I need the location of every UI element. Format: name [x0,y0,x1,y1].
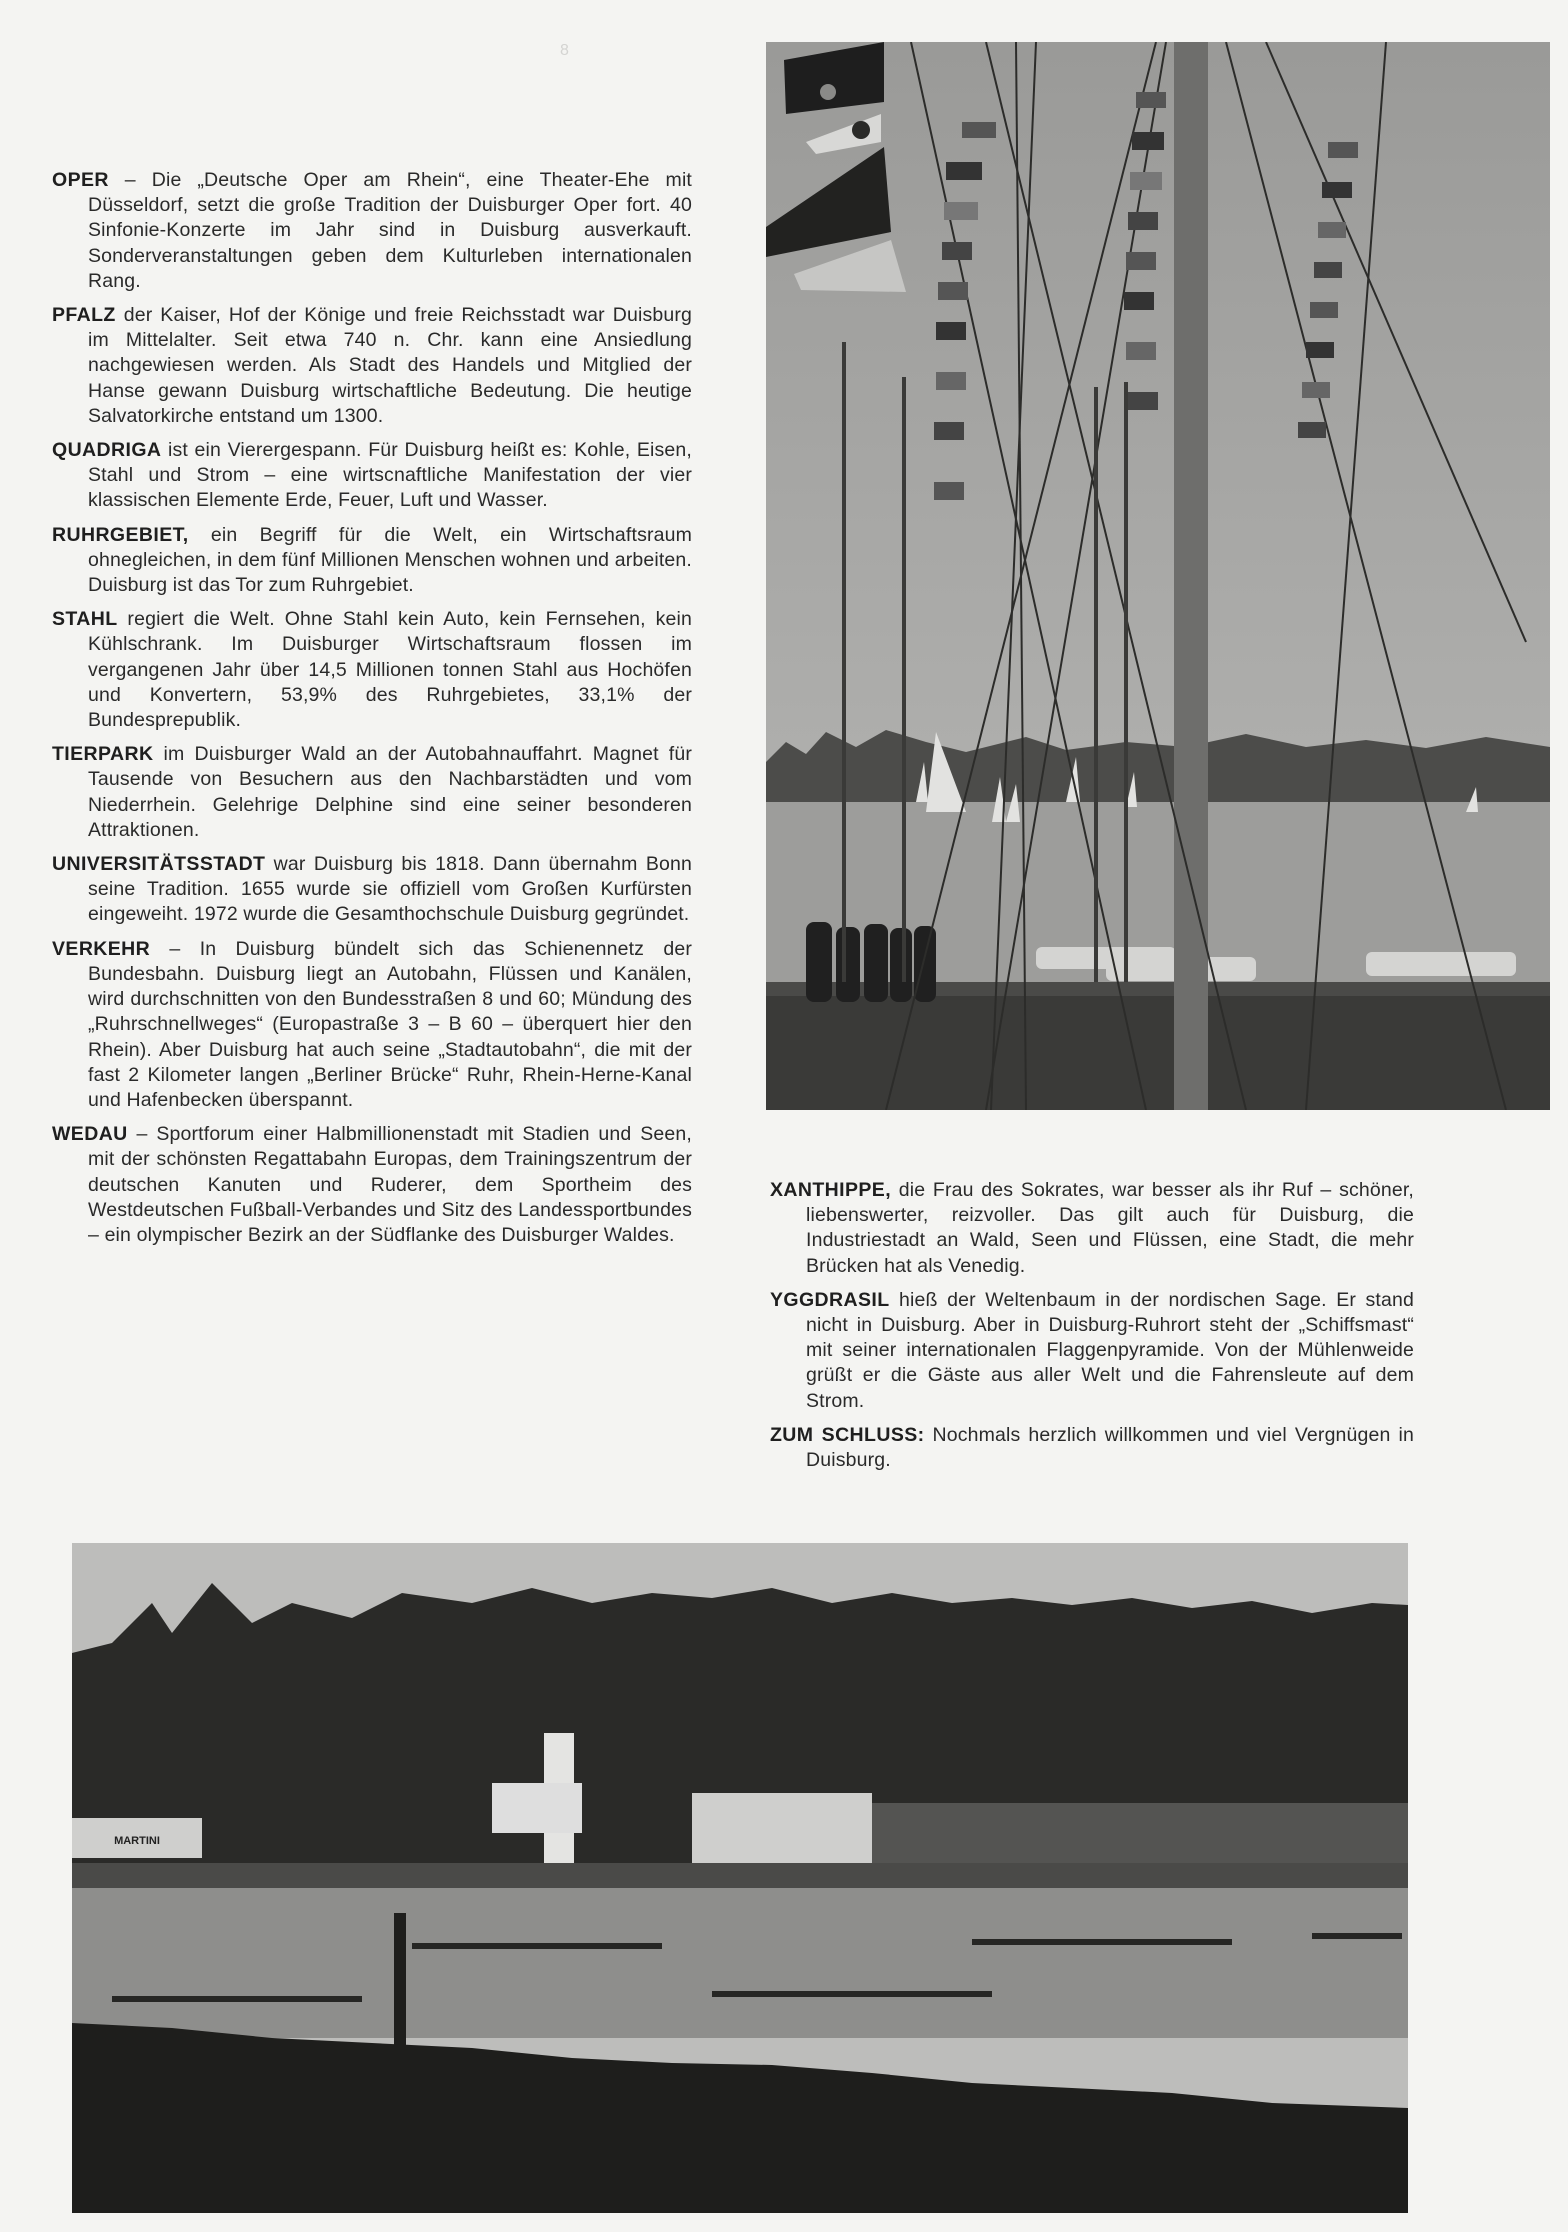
page-number: 8 [560,42,569,59]
flag-emblem [820,84,836,100]
entry-ruhrgebiet [52,523,692,599]
entry-text: ist ein Vierergespann. Für Duisburg heißt es: Kohle, Eisen, Stahl und Strom – eine wirtscnaftliche Manifestation der vier klassischen Elemente Erde, Feuer, Luft und Wasser. [88,439,692,512]
entry-tierpark [52,742,692,843]
entry-text: war Duisburg bis 1818. Dann übernahm Bonn seine Tradition. 1655 wurde sie offiziell vom Großen Kurfürsten eingeweiht. 1972 wurde die Gesamthochschule Duisburg gegründet. [88,853,692,926]
entry-term: VERKEHR [52,937,151,960]
entry-pfalz [52,303,692,429]
entry-term: UNIVERSITÄTSSTADT [52,853,266,876]
entry-stahl [52,607,692,733]
entry-text: – In Duisburg bündelt sich das Schienennetz der Bundesbahn. Duisburg liegt an Autobahn, Flüssen und Kanälen, wird durchschnitten von den Bundesstraßen 8 und 60; Mündung des „Ruhrschnellweges“ (Europastraße 3 – B 60 – überquert hier den Rhein). Aber Duisburg hat auch seine „Stadtautobahn“, die mit der fast 2 Kilometer langen „Berliner Brücke“ Ruhr, Rhein-Herne-Kanal und Hafenbecken überspannt. [88,937,692,1111]
entry-text: – Die „Deutsche Oper am Rhein“, eine Theater-Ehe mit Düsseldorf, setzt die große Tradition der Duisburger Oper fort. 40 Sinfonie-Konzerte im Jahr sind in Duisburg ausverkauft. Sonderveranstaltungen geben dem Kulturleben internationalen Rang. [88,169,692,292]
rowing-eight [1312,1933,1402,1939]
entry-verkehr [52,937,692,1113]
martini-sign-text: MARTINI [114,1835,160,1847]
entry-zum-schluss [770,1423,1414,1473]
judge-house [492,1783,582,1833]
entry-wedau [52,1122,692,1248]
regatta-photo [72,1543,1408,2213]
rowing-eight [412,1943,662,1949]
shore-fence [72,1863,1408,1888]
entry-text: – Sportforum einer Halbmillionenstadt mit Stadien und Seen, mit der schönsten Regattabahn Europas, dem Trainingszentrum der deutschen Kanuten und Ruderer, dem Sportheim des Westdeutschen Fußball-Verbandes und Sitz des Landessportbundes – ein olympischer Bezirk an der Südflanke des Duisburger Waldes. [88,1123,692,1246]
mast [1174,42,1208,1110]
regatta-course-water [72,1888,1408,2038]
entry-term: OPER [52,169,109,191]
entry-term: ZUM SCHLUSS: [770,1423,925,1446]
rowing-eight [972,1939,1232,1945]
harbor-flags-photo [766,42,1550,1110]
entry-term: XANTHIPPE, [770,1179,892,1201]
rowing-eight [112,1996,362,2002]
glossary-column-left [52,168,692,1257]
glossary-column-right [770,1178,1414,1482]
regatta-photo-illustration [72,1543,1408,2213]
entry-text: regiert die Welt. Ohne Stahl kein Auto, kein Fernsehen, kein Kühlschrank. Im Duisburger Wirtschaftsraum flossen im vergangenen Jahr über 14,5 Millionen tonnen Stahl aus Hochöfen und Konvertern, 53,9% des Ruhrgebietes, 33,1% der Bundesprepublik. [88,608,692,732]
entry-text: hieß der Weltenbaum in der nordischen Sage. Er stand nicht in Duisburg. Aber in Duisburg-Ruhrort steht der „Schiffsmast“ mit seiner internationalen Flaggenpyramide. Von der Mühlenweide grüßt er die Gäste aus aller Welt und die Fahrensleute auf dem Strom. [806,1288,1414,1412]
flag-emblem [852,121,870,139]
entry-term: RUHRGEBIET, [52,523,189,546]
entry-text: im Duisburger Wald an der Autobahnauffahrt. Magnet für Tausende von Besuchern aus den Nachbarstädten und vom Niederrhein. Gelehrige Delphine sind eine seiner besonderen Attraktionen. [88,743,692,841]
entry-quadriga [52,438,692,514]
entry-term: PFALZ [52,304,116,327]
entry-term: WEDAU [52,1123,128,1146]
entry-oper [52,168,692,294]
entry-universitaetsstadt [52,852,692,928]
entry-term: QUADRIGA [52,439,162,462]
quay [766,992,1550,1110]
entry-term: YGGDRASIL [770,1288,890,1311]
entry-xanthippe [770,1178,1414,1279]
entry-text: die Frau des Sokrates, war besser als ihr Ruf – schöner, liebenswerter, reizvoller. Das gilt auch für Duisburg, die Industriestadt an Wald, Seen und Flüssen, eine Stadt, die mehr Brücken hat als Venedig. [806,1179,1414,1277]
harbor-photo-illustration [766,42,1550,1110]
entry-text: ein Begriff für die Welt, ein Wirtschaftsraum ohnegleichen, in dem fünf Millionen Menschen wohnen und arbeiten. Duisburg ist das Tor zum Ruhrgebiet. [88,523,692,597]
entry-term: TIERPARK [52,743,154,766]
entry-text: Nochmals herzlich willkommen und viel Vergnügen in Duisburg. [806,1423,1414,1472]
entry-text: der Kaiser, Hof der Könige und freie Reichsstadt war Duisburg im Mittelalter. Seit etwa 740 n. Chr. kann eine Ansiedlung nachgewiesen werden. Als Stadt des Handels und Mitglied der Hanse gewann Duisburg wirtschaftliche Bedeutung. Die heutige Salvatorkirche entstand um 1300. [88,304,692,427]
rowing-eight [712,1991,992,1997]
entry-term: STAHL [52,608,118,631]
entry-yggdrasil [770,1288,1414,1414]
course-marker-post [394,1913,406,2063]
